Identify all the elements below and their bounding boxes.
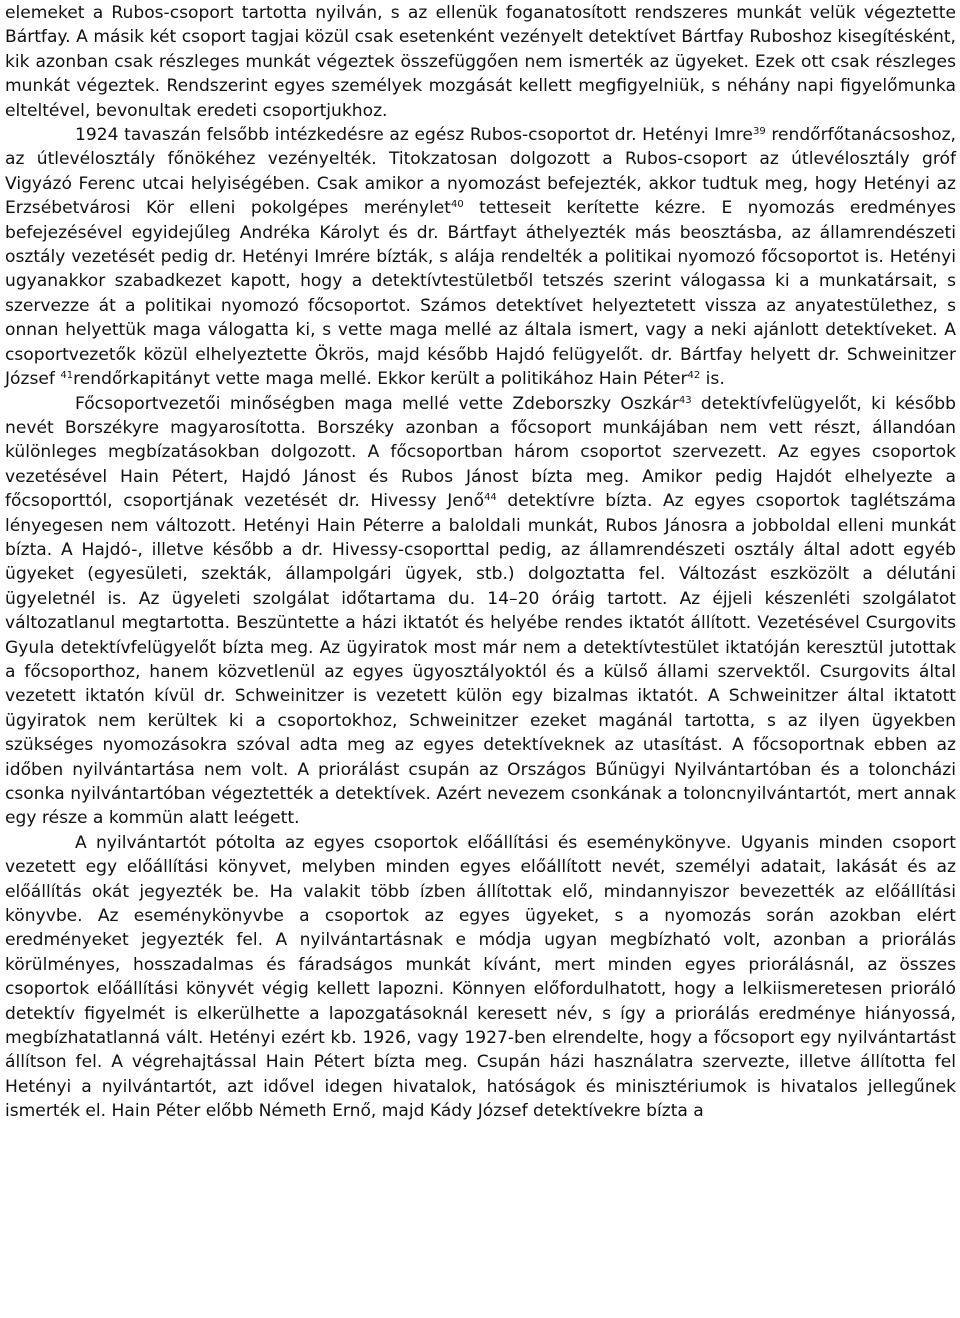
body-paragraph xyxy=(5,392,956,831)
footnote-marker: 39 xyxy=(752,126,766,138)
text-run: rendőrfőtanácsoshoz, az útlevélosztály főnökéhez vezényelték. Titokzatosan dolgozott a Rubos-csoport az útlevélosztály gróf Vigyázó Ferenc utcai helyiségében. Csak amikor a nyomozást befejezték, akkor tudtuk meg, hogy Hetényi az Erzsébetvárosi Kör elleni pokolgépes merénylet xyxy=(5,125,956,219)
text-run: A nyilvántartót pótolta az egyes csoportok előállítási és eseménykönyve. Ugyanis minden csoport vezetett egy előállítási könyvet, melyben minden egyes előállított nevét, személyi adatait, lakását és az előállítás okát jegyezték be. Ha valakit több ízben állítottak elő, mindannyiszor bevezették az előállítási könyvbe. Az eseménykönyvbe a csoportok az egyes ügyeket, s a nyomozás során azokban elért eredményeket jegyezték fel. A nyilvántartásnak e módja ugyan megbízható volt, azonban a priorálás körülményes, hosszadalmas és fáradságos munkát kívánt, mert minden egyes priorálásnál, az összes csoportok előállítási könyvét végig kellett lapozni. Könnyen előfordulhatott, hogy a lelkiismeretesen prioráló detektív figyelmét is elkerülhette a lapozgatásoknál keresett név, s így a priorálás eredménye hiányossá, megbízhatatlanná vált. Hetényi ezért kb. 1926, vagy 1927-ben elrendelte, hogy a főcsoport egy nyilvántartást állítson fel. A végrehajtással Hain Pétert bízta meg. Csupán házi használatra szervezte, illetve állította fel Hetényi a nyilvántartót, azt idővel idegen hivatalok, hatóságok és minisztériumok is hivatalos jellegűnek ismerték el. Hain Péter előbb Németh Ernő, majd Kády József detektívekre bízta a xyxy=(5,832,956,1122)
body-paragraph xyxy=(5,831,956,1124)
body-paragraph xyxy=(5,1,956,123)
text-run: elemeket a Rubos-csoport tartotta nyilván, s az ellenük foganatosított rendszeres munkát velük végeztette Bártfay. A másik két csoport tagjai közül csak esetenként vezényelt detektívet Bártfay Ruboshoz kisegítésként, kik azonban csak részleges munkát végeztek összefüggően nem ismerték az ügyeket. Ezek ott csak részleges munkát végeztek. Rendszerint egyes személyek mozgását kellett megfigyelniük, s néhány napi figyelőmunka elteltével, bevonultak eredeti csoportjukhoz. xyxy=(5,3,956,121)
text-run: Főcsoportvezetői minőségben maga mellé vette Zdeborszky Oszkár xyxy=(75,393,679,414)
text-run: 1924 tavaszán felsőbb intézkedésre az egész Rubos-csoportot dr. Hetényi Imre xyxy=(75,125,753,146)
footnote-marker: 43 xyxy=(678,394,692,406)
text-run: rendőrkapitányt vette maga mellé. Ekkor került a politikához Hain Péter xyxy=(73,369,688,390)
text-run: detektívfelügyelőt, ki később nevét Borszékyre magyarosította. Borszéky azonban a főcsoport munkájában nem vett részt, állandóan különleges megbízatásokban dolgozott. A főcsoportban három csoportot szervezett. Az egyes csoportok vezetésével Hain Pétert, Hajdó Jánost és Rubos Jánost bízta meg. Amikor pedig Hajdót elhelyezte a főcsoporttól, csoportjának vezetését dr. Hivessy Jenő xyxy=(5,393,956,512)
text-run: tetteseit kerítette kézre. E nyomozás eredményes befejezésével egyidejűleg Andréka Károlyt és dr. Bártfayt áthelyezték más beosztásba, az államrendészeti osztály vezetését pedig dr. Hetényi Imrére bízták, s alája rendelték a politikai nyomozó főcsoportot is. Hetényi ugyanakkor szabadkezet kapott, hogy a detektívtestületből tetszés szerint válogassa ki a munkatársait, s szervezze át a politikai nyomozó főcsoportot. Számos detektívet helyeztetett vissza az anyatestülethez, s onnan helyettük maga válogatta ki, s vette maga mellé az általa ismert, vagy a neki ajánlott detektíveket. A csoportvezetők közül elhelyeztette Ökrös, majd később Hajdó felügyelőt. dr. Bártfay helyett dr. Schweinitzer József xyxy=(5,198,957,390)
text-run: is. xyxy=(700,369,725,390)
text-run: detektívre bízta. Az egyes csoportok taglétszáma lényegesen nem változott. Hetényi Hain Péterre a baloldali munkát, Rubos Jánosra a jobboldal elleni munkát bízta. A Hajdó-, illetve később a dr. Hivessy-csoporttal pedig, az államrendészeti osztály által adott egyéb ügyeket (egyesületi, szekták, állampolgári ügyek, stb.) dolgoztatta fel. Változást eszközölt a délutáni ügyeletnél is. Az ügyeleti szolgálat időtartama du. 14–20 óráig tartott. Az éjjeli készenléti szolgálatot változatlanul megtartotta. Beszüntette a házi iktatót és helyébe rendes iktatót állított. Vezetésével Csurgovits Gyula detektívfelügyelőt bízta meg. Az ügyiratok most már nem a detektívtestület iktatóján keresztül jutottak a főcsoporthoz, hanem közvetlenül az egyes ügyosztályoktól és a külső állami szervektől. Csurgovits által vezetett iktatón kívül dr. Schweinitzer is vezetett külön egy bizalmas iktatót. A Schweinitzer által iktatott ügyiratok nem kerültek ki a csoportokhoz, Schweinitzer ezeket magánál tartotta, s az ilyen ügyekben szükséges nyomozásokra szóval adta meg az egyes detektíveknek az utasítást. A főcsoportnak ebben az időben nyilvántartása nem volt. A priorálást csupán az Országos Bűnügyi Nyilvántartóban és a toloncházi csonka nyilvántartóban végeztették a detektívek. Azért nevezem csonkának a toloncnyilvántartót, mert annak egy része a kommün alatt leégett. xyxy=(5,491,956,829)
footnote-marker: 41 xyxy=(60,370,74,382)
body-paragraph xyxy=(5,123,956,391)
footnote-marker: 42 xyxy=(687,370,701,382)
footnote-marker: 44 xyxy=(484,492,497,504)
footnote-marker: 40 xyxy=(450,199,464,211)
